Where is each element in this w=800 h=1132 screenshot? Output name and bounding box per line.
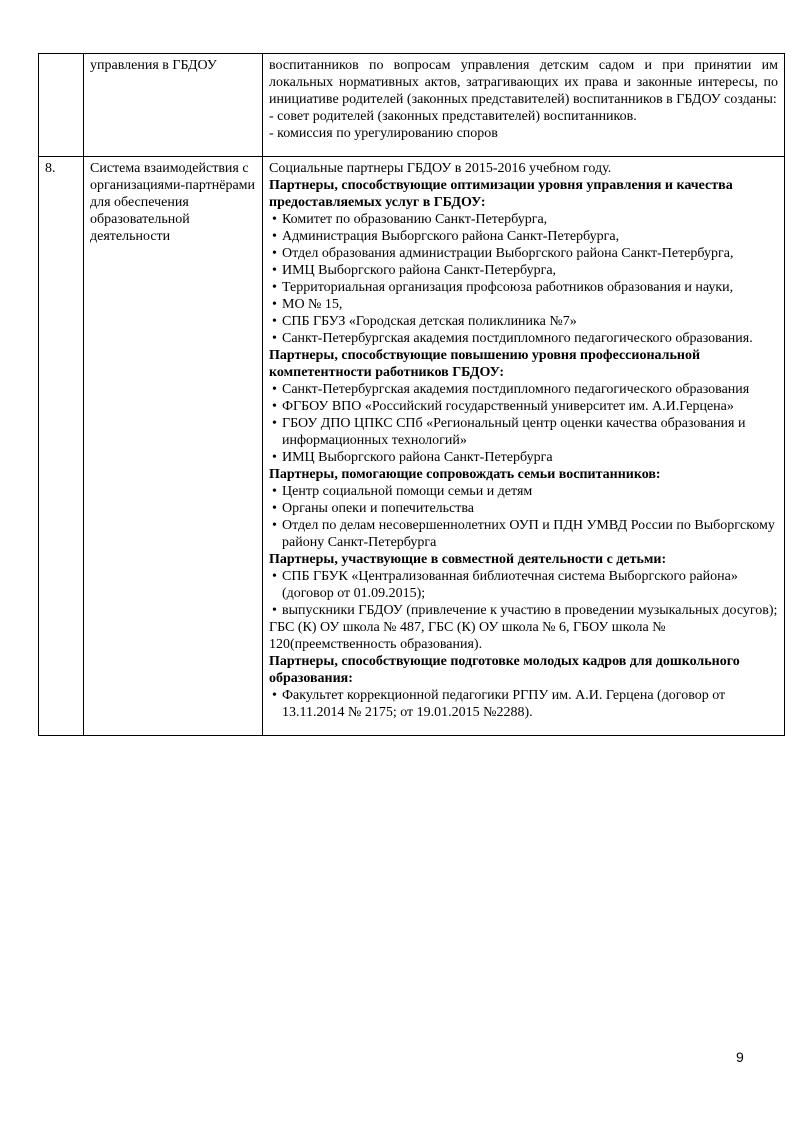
list-item: • Центр социальной помощи семьи и детям <box>269 483 778 500</box>
list-item: • Комитет по образованию Санкт-Петербурга, <box>269 211 778 228</box>
group-heading: Партнеры, способствующие оптимизации уровня управления и качества предоставляемых услуг в ГБДОУ: <box>269 178 733 210</box>
dash-item: - комиссия по урегулированию споров <box>269 126 498 141</box>
info-table <box>38 53 785 736</box>
paragraph: воспитанников по вопросам управления детским садом и при принятии им локальных нормативных актов, затрагивающих их права и законные интересы, по инициативе родителей (законных представителей) воспитанников в ГБДОУ созданы: <box>269 58 778 107</box>
list-item: • МО № 15, <box>269 296 778 313</box>
list-item: • Органы опеки и попечительства <box>269 500 778 517</box>
table-row <box>39 157 785 736</box>
group-heading: Партнеры, способствующие подготовке молодых кадров для дошкольного образования: <box>269 654 740 686</box>
group-heading: Партнеры, помогающие сопровождать семьи воспитанников: <box>269 467 661 482</box>
bullet-list <box>269 211 778 347</box>
list-item: • Администрация Выборгского района Санкт-Петербурга, <box>269 228 778 245</box>
bullet-list <box>269 483 778 551</box>
row-title: Система взаимодействия с организациями-партнёрами для обеспечения образовательной деятельности <box>84 157 263 736</box>
intro-text: Социальные партнеры ГБДОУ в 2015-2016 учебном году. <box>269 161 612 176</box>
dash-item: - совет родителей (законных представителей) воспитанников. <box>269 109 637 124</box>
list-item: • Территориальная организация профсоюза работников образования и науки, <box>269 279 778 296</box>
list-item: • СПБ ГБУЗ «Городская детская поликлиника №7» <box>269 313 778 330</box>
bullet-list <box>269 687 778 721</box>
row-number <box>39 54 84 157</box>
list-item: • Факультет коррекционной педагогики РГПУ им. А.И. Герцена (договор от 13.11.2014 № 2175; от 19.01.2015 №2288). <box>269 687 778 721</box>
row-number: 8. <box>39 157 84 736</box>
list-item: • Отдел по делам несовершеннолетних ОУП и ПДН УМВД России по Выборгскому району Санкт-Петербурга <box>269 517 778 551</box>
note-text: ГБС (К) ОУ школа № 487, ГБС (К) ОУ школа № 6, ГБОУ школа № 120(преемственность образования). <box>269 620 666 652</box>
list-item: • ФГБОУ ВПО «Российский государственный университет им. А.И.Герцена» <box>269 398 778 415</box>
list-item: • Санкт-Петербургская академия постдипломного педагогического образования <box>269 381 778 398</box>
row-title: управления в ГБДОУ <box>84 54 263 157</box>
group-heading: Партнеры, способствующие повышению уровня профессиональной компетентности работников ГБДОУ: <box>269 348 701 380</box>
list-item: • выпускники ГБДОУ (привлечение к участию в проведении музыкальных досугов); <box>269 602 778 619</box>
page-number: 9 <box>736 1049 744 1065</box>
bullet-list <box>269 381 778 466</box>
list-item: • Отдел образования администрации Выборгского района Санкт-Петербурга, <box>269 245 778 262</box>
list-item: • СПБ ГБУК «Централизованная библиотечная система Выборгского района» (договор от 01.09.2015); <box>269 568 778 602</box>
bullet-list <box>269 568 778 619</box>
table-row <box>39 54 785 157</box>
row-content <box>263 157 785 736</box>
group-heading: Партнеры, участвующие в совместной деятельности с детьми: <box>269 552 667 567</box>
list-item: • ИМЦ Выборгского района Санкт-Петербурга, <box>269 262 778 279</box>
row-content <box>263 54 785 157</box>
list-item: • ИМЦ Выборгского района Санкт-Петербурга <box>269 449 778 466</box>
list-item: • ГБОУ ДПО ЦПКС СПб «Региональный центр оценки качества образования и информационных технологий» <box>269 415 778 449</box>
list-item: • Санкт-Петербургская академия постдипломного педагогического образования. <box>269 330 778 347</box>
